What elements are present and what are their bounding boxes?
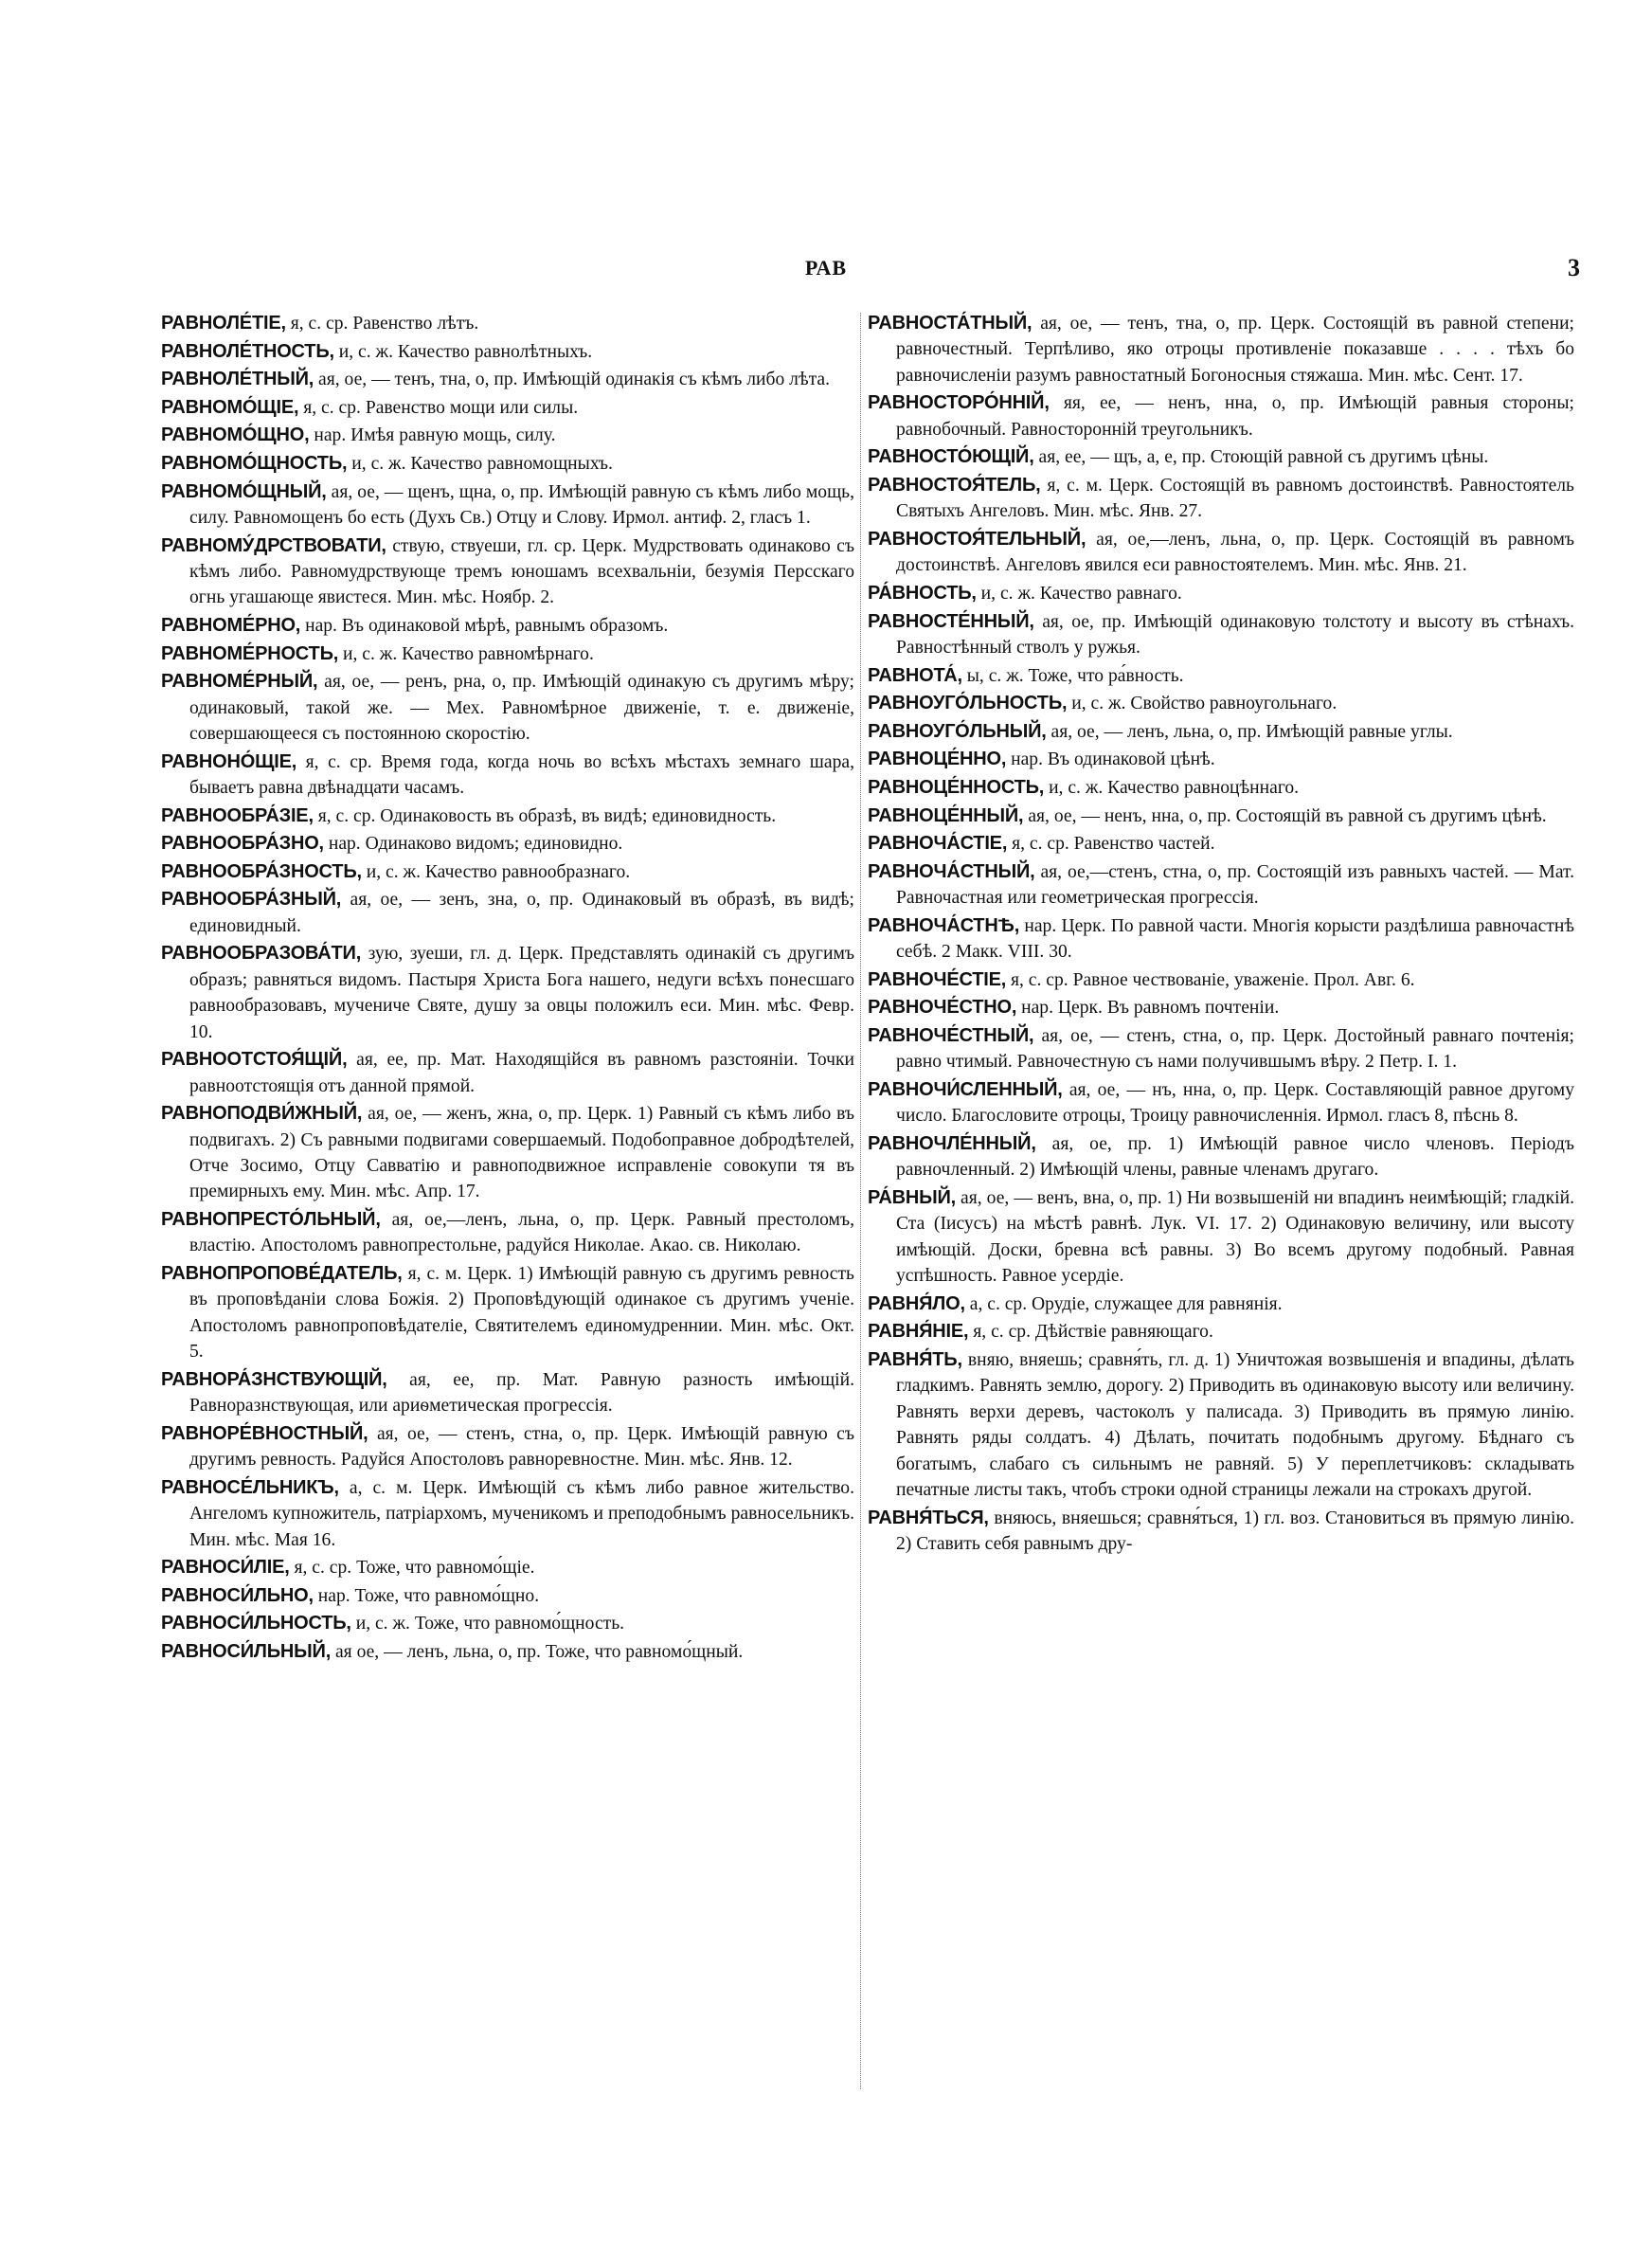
entry-definition: я, с. ср. Равенство частей. bbox=[1012, 834, 1215, 855]
entry-headword: РАВНОРА́ЗНСТВУЮЩІЙ, bbox=[161, 1368, 387, 1390]
entry-definition: вняюсь, вняешься; сравня́ться, 1) гл. воз. Становиться въ прямую линію. 2) Ставить себя равнымъ дру- bbox=[896, 1508, 1574, 1554]
dictionary-entry bbox=[868, 747, 1574, 772]
dictionary-entry bbox=[161, 1583, 854, 1609]
entry-definition: нар. Церк. По равной части. Многія корысти раздѣлиша равночастнѣ себѣ. 2 Макк. VIII. 30. bbox=[896, 915, 1574, 963]
entry-definition: ая, ое,—ленъ, льна, о, пр. Церк. Равный престоломъ, властію. Апостоломъ равнопрестольне, радуйся Николае. Акао. св. Николаю. bbox=[189, 1209, 854, 1256]
entry-headword: РАВНОЛЕ́ТНОСТЬ, bbox=[161, 340, 334, 362]
entry-headword: РАВНОМО́ЩІЕ, bbox=[161, 396, 299, 418]
entry-headword: РАВНОЛЕ́ТІЕ, bbox=[161, 313, 286, 334]
dictionary-entry bbox=[868, 967, 1574, 993]
dictionary-entry bbox=[161, 395, 854, 421]
entry-definition: я, с. м. Церк. 1) Имѣющій равную съ другимъ ревность въ проповѣданіи слова Божія. 2) Проповѣдующій одинакое съ другимъ ученіе. Апостоломъ равнопроповѣдателіе, Святителемъ единомудреннии. Мин. мѣс. Окт. 5. bbox=[189, 1263, 854, 1363]
dictionary-entry bbox=[161, 887, 854, 939]
entry-headword: РАВНЯ́НІЕ, bbox=[868, 1321, 969, 1343]
entry-headword: РАВНОМО́ЩНЫЙ, bbox=[161, 480, 327, 502]
dictionary-entry bbox=[161, 831, 854, 857]
dictionary-entry bbox=[161, 451, 854, 477]
entry-headword: РАВНОСТОЯ́ТЕЛЬ, bbox=[868, 475, 1041, 496]
dictionary-entry bbox=[161, 339, 854, 365]
entry-headword: РАВНОСИ́ЛЬНЫЙ, bbox=[161, 1640, 332, 1662]
dictionary-entry bbox=[161, 613, 854, 639]
entry-headword: РАВНЯ́ТЬ, bbox=[868, 1348, 962, 1370]
entry-headword: РАВНОМЕ́РНОСТЬ, bbox=[161, 642, 339, 664]
entry-definition: нар. Имѣя равную мощь, силу. bbox=[314, 425, 556, 446]
entry-headword: РАВНООТСТОЯ́ЩІЙ, bbox=[161, 1049, 348, 1071]
entry-definition: я, с. ср. Время года, когда ночь во всѣхъ мѣстахъ земнаго шара, бываетъ равна двѣнадцати часамъ. bbox=[189, 751, 854, 798]
entry-definition: я, с. ср. Равное чествованіе, уваженіе. Прол. Авг. 6. bbox=[1010, 969, 1415, 990]
entry-headword: РАВНООБРА́ЗНЫЙ, bbox=[161, 889, 342, 911]
dictionary-entry bbox=[868, 663, 1574, 689]
entry-headword: РАВНОЧИ́СЛЕННЫЙ, bbox=[868, 1078, 1063, 1100]
entry-definition: нар. Церк. Въ равномъ почтеніи. bbox=[1021, 998, 1280, 1019]
entry-headword: РАВНООБРАЗОВА́ТИ, bbox=[161, 943, 362, 965]
entry-definition: ая, ое, — щенъ, щна, о, пр. Имѣющій равную съ кѣмъ либо мощь, силу. Равномощенъ бо есть (Духъ Св.) Отцу и Слову. Ирмол. антиф. 2, гласъ 1. bbox=[189, 481, 854, 528]
entry-definition: ая, ое,—стенъ, стна, о, пр. Состоящій изъ равныхъ частей. — Мат. Равночастная или геометрическая прогрессія. bbox=[896, 861, 1575, 909]
entry-headword: РАВНОНО́ЩІЕ, bbox=[161, 750, 297, 772]
dictionary-entry bbox=[161, 1475, 854, 1553]
dictionary-entry bbox=[868, 609, 1574, 661]
entry-definition: ая, ее, пр. Мат. Равную разность имѣющій. Равноразнствующая, или ариѳметическая прогрессія. bbox=[189, 1369, 854, 1417]
entry-definition: ая, ее, — щъ, а, е, пр. Стоющій равной съ другимъ цѣны. bbox=[1038, 447, 1489, 468]
entry-headword: РАВНОМЕ́РНЫЙ, bbox=[161, 671, 318, 693]
entry-headword: РАВНОСТОЯ́ТЕЛЬНЫЙ, bbox=[868, 529, 1086, 550]
entry-headword: РАВНОЧЕ́СТНЫЙ, bbox=[868, 1024, 1034, 1046]
entry-definition: ая, ое, — нъ, нна, о, пр. Церк. Составляющій равное другому число. Благословите отроцы, Троицу равночисленнія. Ирмол. гласъ 8, пѣснь 8. bbox=[896, 1079, 1575, 1127]
entry-definition: нар. Одинаково видомъ; единовидно. bbox=[328, 834, 623, 855]
entry-headword: РАВНОТА́, bbox=[868, 664, 962, 686]
dictionary-entry bbox=[868, 311, 1574, 388]
dictionary-entry bbox=[161, 803, 854, 829]
entry-headword: РАВНОРЕ́ВНОСТНЫЙ, bbox=[161, 1422, 368, 1444]
dictionary-entry bbox=[868, 859, 1574, 912]
entry-headword: РАВНОСТЕ́ННЫЙ, bbox=[868, 610, 1034, 632]
entry-headword: РАВНООБРА́ЗІЕ, bbox=[161, 804, 314, 826]
entry-headword: РАВНОЧА́СТНѢ, bbox=[868, 914, 1020, 936]
entry-definition: ствую, ствуеши, гл. ср. Церк. Мудрствовать одинаково съ кѣмъ либо. Равномудрствующе тремъ юношамъ всехвальніи, безумія Персскаго огнь угашающе явистеся. Мин. мѣс. Ноябр. 2. bbox=[189, 535, 855, 608]
entry-definition: ая, ое, — тенъ, тна, о, пр. Имѣющій одинакія съ кѣмъ либо лѣта. bbox=[318, 370, 830, 390]
dictionary-entry bbox=[868, 1131, 1574, 1183]
entry-headword: РАВНОЧЛЕ́ННЫЙ, bbox=[868, 1132, 1036, 1154]
entry-definition: а, с. ср. Орудіе, служащее для равнянія. bbox=[969, 1293, 1283, 1314]
entry-definition: я, с. ср. Равенство мощи или силы. bbox=[303, 397, 579, 418]
entry-headword: РАВНОСИ́ЛЬНОСТЬ, bbox=[161, 1613, 351, 1634]
right-column bbox=[868, 311, 1574, 1560]
dictionary-entry bbox=[161, 423, 854, 448]
dictionary-entry bbox=[868, 1319, 1574, 1345]
entry-definition: я, с. ср. Дѣйствіе равняющаго. bbox=[973, 1322, 1213, 1343]
entry-definition: и, с. ж. Тоже, что равномо́щность. bbox=[355, 1614, 625, 1634]
dictionary-entry bbox=[161, 941, 854, 1045]
entry-headword: РА́ВНЫЙ, bbox=[868, 1186, 957, 1208]
dictionary-entry bbox=[161, 367, 854, 392]
dictionary-entry bbox=[161, 749, 854, 802]
dictionary-entry bbox=[161, 1555, 854, 1580]
dictionary-entry bbox=[161, 1207, 854, 1259]
entry-headword: РАВНОУГО́ЛЬНОСТЬ, bbox=[868, 693, 1068, 714]
entry-headword: РАВНЯ́ЛО, bbox=[868, 1292, 965, 1314]
entry-headword: РАВНОПОДВИ́ЖНЫЙ, bbox=[161, 1103, 363, 1125]
entry-definition: ая, ое,—ленъ, льна, о, пр. Церк. Состоящій въ равномъ достоинствѣ. Ангеловъ явился еси равностоятелемъ. Мин. мѣс. Янв. 21. bbox=[896, 530, 1574, 576]
dictionary-entry bbox=[868, 390, 1574, 442]
dictionary-entry bbox=[868, 1023, 1574, 1075]
entry-headword: РАВНОСЕ́ЛЬНИКЪ, bbox=[161, 1476, 339, 1498]
dictionary-entry bbox=[868, 473, 1574, 525]
entry-definition: я, с. ср. Тоже, что равномо́щіе. bbox=[294, 1558, 535, 1579]
entry-headword: РАВНОСТОРО́ННІЙ, bbox=[868, 392, 1050, 414]
entry-headword: РАВНОМУ́ДРСТВОВАТИ, bbox=[161, 534, 386, 556]
dictionary-entry bbox=[868, 444, 1574, 470]
entry-definition: и, с. ж. Свойство равноугольнаго. bbox=[1071, 694, 1338, 714]
entry-definition: ая, ое, пр. 1) Имѣющій равное число членовъ. Періодъ равночленный. 2) Имѣющій члены, равные членамъ другаго. bbox=[896, 1133, 1575, 1181]
dictionary-entry bbox=[161, 1261, 854, 1365]
entry-headword: РАВНОПРОПОВЕ́ДАТЕЛЬ, bbox=[161, 1262, 403, 1284]
dictionary-entry bbox=[161, 479, 854, 532]
dictionary-entry bbox=[161, 1367, 854, 1419]
dictionary-entry bbox=[161, 1421, 854, 1473]
dictionary-entry bbox=[868, 719, 1574, 745]
entry-headword: РАВНЯ́ТЬСЯ, bbox=[868, 1507, 989, 1528]
entry-headword: РАВНОЧЕ́СТНО, bbox=[868, 997, 1017, 1019]
entry-definition: нар. Въ одинаковой мѣрѣ, равнымъ образомъ. bbox=[305, 615, 669, 636]
entry-definition: ая, ое, пр. Имѣющій одинаковую толстоту и высоту въ стѣнахъ. Равностѣнный стволъ у ружья. bbox=[896, 611, 1574, 658]
entry-definition: ая, ее, пр. Мат. Находящійся въ равномъ разстояніи. Точки равноотстоящія отъ данной прямой. bbox=[189, 1050, 854, 1096]
entry-headword: РАВНОСТО́ЮЩІЙ, bbox=[868, 446, 1034, 468]
entry-definition: яя, ее, — ненъ, нна, о, пр. Имѣющій равныя стороны; равнобочный. Равносторонній треугольникъ. bbox=[896, 393, 1574, 440]
entry-headword: РАВНОМО́ЩНО, bbox=[161, 424, 310, 446]
dictionary-entry bbox=[868, 831, 1574, 857]
entry-definition: а, с. м. Церк. Имѣющій съ кѣмъ либо равное жительство. Ангеломъ купножитель, патріархомъ, мученикомъ и преподобнымъ равносельникъ. Мин. мѣс. Мая 16. bbox=[189, 1477, 855, 1550]
dictionary-entry bbox=[868, 1506, 1574, 1558]
entry-definition: ая, ое, — стенъ, стна, о, пр. Церк. Достойный равнаго почтенія; равно чтимый. Равночестную съ нами получившымъ вѣру. 2 Петр. I. 1. bbox=[896, 1025, 1574, 1073]
entry-definition: ая, ое, — стенъ, стна, о, пр. Церк. Имѣющій равную съ другимъ ревность. Радуйся Апостоловъ равноревностне. Мин. мѣс. Янв. 12. bbox=[189, 1423, 854, 1471]
entry-definition: и, с. ж. Качество равнаго. bbox=[980, 584, 1182, 604]
entry-headword: РАВНОСТА́ТНЫЙ, bbox=[868, 313, 1032, 334]
left-column bbox=[161, 311, 854, 1668]
entry-headword: РАВНООБРА́ЗНО, bbox=[161, 833, 324, 855]
entry-headword: РА́ВНОСТЬ, bbox=[868, 583, 977, 604]
dictionary-entry bbox=[161, 1639, 854, 1665]
entry-definition: я, с. ср. Одинаковость въ образѣ, въ видѣ; единовидность. bbox=[317, 805, 777, 826]
entry-definition: вняю, вняешь; сравня́ть, гл. д. 1) Уничтожая возвышенія и впадины, дѣлать гладкимъ. Равнять землю, дорогу. 2) Приводить въ одинаковую высоту или величину. Равнять верхи деревъ, частоколъ у палисада. 3) Приводить въ прямую линію. Равнять ряды солдатъ. 4) Дѣлать, почитать подобнымъ другому. Бѣднаго съ богатымъ, слабаго съ сильнымъ не равняй. 5) У переплетчиковъ: складывать печатные листы такъ, чтобъ строки одной страницы лежали на строкахъ другой. bbox=[896, 1349, 1574, 1500]
entry-definition: и, с. ж. Качество равномощныхъ. bbox=[351, 453, 613, 474]
entry-definition: ая, ое, — тенъ, тна, о, пр. Церк. Состоящій въ равной степени; равночестный. Терпѣливо, яко отроцы противленіе показавше . . . . тѣхъ бо равночисленіи разумъ равностатный Богоносныя стяжаша. Мин. мѣс. Сент. 17. bbox=[896, 314, 1574, 386]
entry-headword: РАВНОЦЕ́ННОСТЬ, bbox=[868, 776, 1045, 798]
entry-headword: РАВНОЧЕ́СТІЕ, bbox=[868, 968, 1007, 990]
entry-definition: нар. Тоже, что равномо́щно. bbox=[317, 1585, 540, 1606]
entry-definition: ая, ое, — ренъ, рна, о, пр. Имѣющій одинакую съ другимъ мѣру; одинаковый, такой же. — Мех. Равномѣрное движеніе, т. е. движеніе, совершающееся съ постояннoю скоростію. bbox=[189, 672, 854, 744]
entry-headword: РАВНОЦЕ́ННЫЙ, bbox=[868, 804, 1024, 826]
dictionary-entry bbox=[868, 527, 1574, 579]
dictionary-entry bbox=[161, 1047, 854, 1099]
dictionary-entry bbox=[868, 581, 1574, 606]
dictionary-entry bbox=[868, 775, 1574, 801]
dictionary-entry bbox=[161, 311, 854, 336]
dictionary-entry bbox=[161, 1101, 854, 1205]
dictionary-entry bbox=[868, 803, 1574, 829]
entry-definition: и, с. ж. Качество равнолѣтныхъ. bbox=[338, 341, 593, 362]
entry-definition: нар. Въ одинаковой цѣнѣ. bbox=[1011, 749, 1215, 770]
entry-headword: РАВНОСИ́ЛІЕ, bbox=[161, 1557, 290, 1579]
entry-definition: и, с. ж. Качество равнообразнаго. bbox=[366, 861, 631, 882]
entry-headword: РАВНОЛЕ́ТНЫЙ, bbox=[161, 369, 314, 390]
entry-headword: РАВНОЧА́СТІЕ, bbox=[868, 833, 1008, 855]
dictionary-entry bbox=[161, 1611, 854, 1636]
dictionary-entry bbox=[868, 1291, 1574, 1317]
entry-definition: ая, ое, — женъ, жна, о, пр. Церк. 1) Равный съ кѣмъ либо въ подвигахъ. 2) Съ равными подвигами совершаемый. Подобоправное добродѣтелей, Отче Зосимо, Отцу Савватію и равноподвижное исправленіе совокупи тя въ премирныхъ ему. Мин. мѣс. Апр. 17. bbox=[189, 1104, 854, 1202]
entry-definition: ая, ое, — ленъ, льна, о, пр. Имѣющій равные углы. bbox=[1050, 721, 1453, 742]
dictionary-entry bbox=[868, 1185, 1574, 1290]
column-divider bbox=[860, 313, 861, 2089]
entry-definition: я, с. ср. Равенство лѣтъ. bbox=[290, 314, 479, 334]
entry-headword: РАВНОЧА́СТНЫЙ, bbox=[868, 860, 1035, 882]
entry-definition: ая, ое, — зенъ, зна, о, пр. Одинаковый въ образѣ, въ видѣ; единовидный. bbox=[189, 890, 855, 936]
entry-headword: РАВНОЦЕ́ННО, bbox=[868, 749, 1007, 770]
dictionary-entry bbox=[161, 641, 854, 667]
entry-definition: я, с. м. Церк. Состоящій въ равномъ достоинствѣ. Равностоятель Святыхъ Ангеловъ. Мин. мѣс. Янв. 27. bbox=[896, 476, 1574, 522]
entry-headword: РАВНОУГО́ЛЬНЫЙ, bbox=[868, 720, 1047, 742]
entry-definition: и, с. ж. Качество равноцѣннаго. bbox=[1049, 777, 1300, 798]
dictionary-entry bbox=[868, 1347, 1574, 1503]
entry-definition: ая, ое, — венъ, вна, о, пр. 1) Ни возвышеній ни впадинъ неимѣющій; гладкій. Ста (Іисусъ) на мѣстѣ равнѣ. Лук. VI. 17. 2) Одинаковую величину, или высоту имѣющій. Доски, бревна всѣ равны. 3) Во всемъ другому подобный. Равная успѣшность. Равное усердіе. bbox=[896, 1187, 1574, 1287]
dictionary-entry bbox=[868, 1077, 1574, 1129]
entry-headword: РАВНОМО́ЩНОСТЬ, bbox=[161, 452, 348, 474]
entry-definition: ая, ое, — ненъ, нна, о, пр. Состоящій въ равной съ другимъ цѣнѣ. bbox=[1028, 805, 1547, 826]
entry-headword: РАВНОПРЕСТО́ЛЬНЫЙ, bbox=[161, 1208, 381, 1230]
dictionary-entry bbox=[161, 669, 854, 747]
dictionary-entry bbox=[868, 913, 1574, 966]
dictionary-entry bbox=[161, 533, 854, 611]
running-head: РАВ bbox=[804, 256, 848, 280]
dictionary-entry bbox=[161, 859, 854, 885]
dictionary-entry bbox=[868, 995, 1574, 1020]
entry-definition: ы, с. ж. Тоже, что ра́вность. bbox=[966, 665, 1184, 686]
entry-headword: РАВНОСИ́ЛЬНО, bbox=[161, 1584, 314, 1606]
entry-definition: ая ое, — ленъ, льна, о, пр. Тоже, что равномо́щный. bbox=[334, 1641, 744, 1662]
dictionary-entry bbox=[868, 691, 1574, 716]
page-number: 3 bbox=[1568, 254, 1580, 281]
entry-headword: РАВНООБРА́ЗНОСТЬ, bbox=[161, 860, 362, 882]
entry-headword: РАВНОМЕ́РНО, bbox=[161, 614, 301, 636]
entry-definition: и, с. ж. Качество равномѣрнаго. bbox=[343, 643, 594, 664]
entry-definition: зую, зуеши, гл. д. Церк. Представлять одинакій съ другимъ образъ; равняться видомъ. Пастыря Христа Бога нашего, недуги всѣхъ понесшаго равнообразовавъ, мучениче Святе, душу за овцы положилъ еси. Мин. мѣс. Февр. 10. bbox=[189, 944, 854, 1042]
